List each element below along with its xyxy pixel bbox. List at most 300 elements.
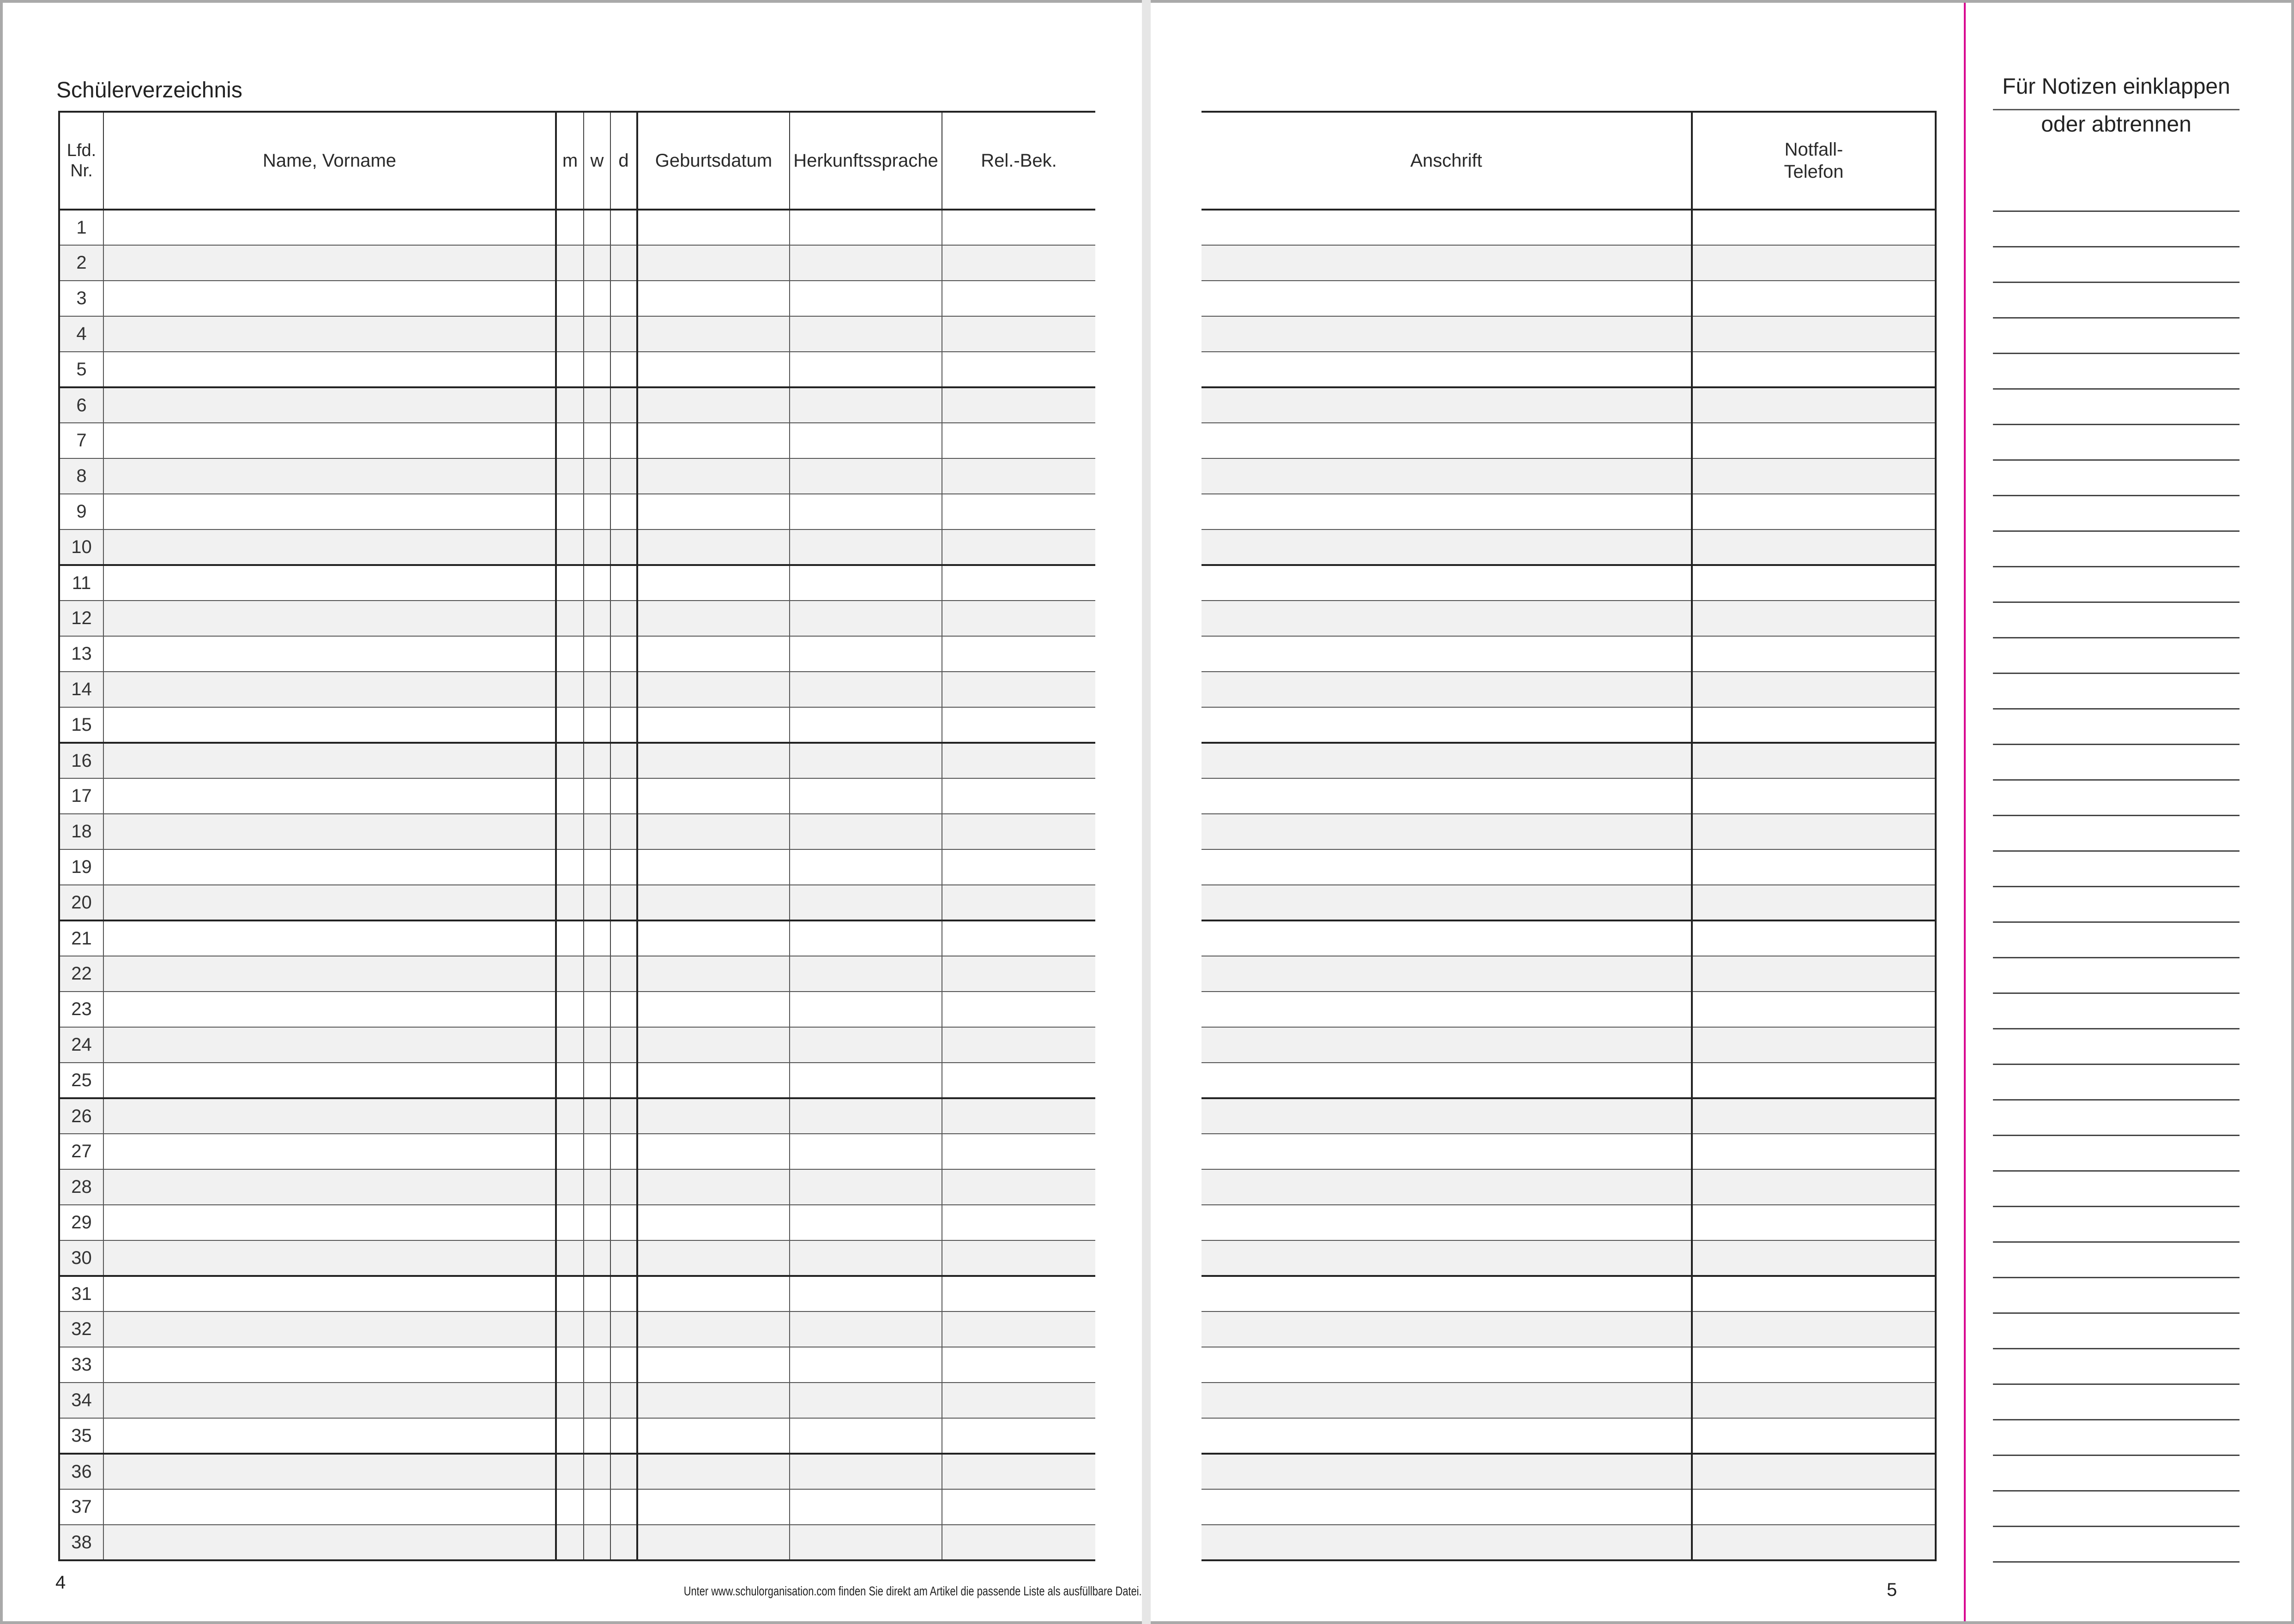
- emergency-phone-cell[interactable]: [1692, 1063, 1936, 1098]
- address-cell[interactable]: [1201, 1063, 1692, 1098]
- birthdate-cell[interactable]: [637, 1454, 790, 1489]
- gender-w-cell[interactable]: [584, 1489, 610, 1525]
- gender-w-cell[interactable]: [584, 1205, 610, 1240]
- origin-language-cell[interactable]: [790, 1525, 942, 1560]
- address-cell[interactable]: [1201, 1205, 1692, 1240]
- origin-language-cell[interactable]: [790, 707, 942, 743]
- religion-cell[interactable]: [942, 707, 1095, 743]
- origin-language-cell[interactable]: [790, 992, 942, 1027]
- origin-language-cell[interactable]: [790, 956, 942, 992]
- address-cell[interactable]: [1201, 1418, 1692, 1454]
- gender-w-cell[interactable]: [584, 423, 610, 458]
- emergency-phone-cell[interactable]: [1692, 1027, 1936, 1063]
- emergency-phone-cell[interactable]: [1692, 565, 1936, 601]
- birthdate-cell[interactable]: [637, 458, 790, 494]
- address-cell[interactable]: [1201, 1383, 1692, 1418]
- gender-d-cell[interactable]: [610, 778, 637, 814]
- birthdate-cell[interactable]: [637, 743, 790, 778]
- origin-language-cell[interactable]: [790, 1205, 942, 1240]
- birthdate-cell[interactable]: [637, 707, 790, 743]
- gender-d-cell[interactable]: [610, 458, 637, 494]
- religion-cell[interactable]: [942, 1454, 1095, 1489]
- emergency-phone-cell[interactable]: [1692, 743, 1936, 778]
- gender-d-cell[interactable]: [610, 1027, 637, 1063]
- religion-cell[interactable]: [942, 992, 1095, 1027]
- address-cell[interactable]: [1201, 849, 1692, 885]
- gender-d-cell[interactable]: [610, 707, 637, 743]
- gender-w-cell[interactable]: [584, 1240, 610, 1276]
- gender-w-cell[interactable]: [584, 956, 610, 992]
- name-cell[interactable]: [103, 636, 556, 672]
- emergency-phone-cell[interactable]: [1692, 636, 1936, 672]
- gender-d-cell[interactable]: [610, 1276, 637, 1311]
- name-cell[interactable]: [103, 956, 556, 992]
- gender-w-cell[interactable]: [584, 636, 610, 672]
- name-cell[interactable]: [103, 245, 556, 281]
- birthdate-cell[interactable]: [637, 494, 790, 529]
- religion-cell[interactable]: [942, 1489, 1095, 1525]
- gender-m-cell[interactable]: [556, 1489, 584, 1525]
- origin-language-cell[interactable]: [790, 743, 942, 778]
- gender-d-cell[interactable]: [610, 281, 637, 316]
- address-cell[interactable]: [1201, 316, 1692, 352]
- religion-cell[interactable]: [942, 529, 1095, 565]
- birthdate-cell[interactable]: [637, 1134, 790, 1169]
- gender-m-cell[interactable]: [556, 920, 584, 956]
- gender-w-cell[interactable]: [584, 245, 610, 281]
- religion-cell[interactable]: [942, 814, 1095, 849]
- religion-cell[interactable]: [942, 743, 1095, 778]
- gender-w-cell[interactable]: [584, 778, 610, 814]
- emergency-phone-cell[interactable]: [1692, 849, 1936, 885]
- address-cell[interactable]: [1201, 778, 1692, 814]
- birthdate-cell[interactable]: [637, 1240, 790, 1276]
- name-cell[interactable]: [103, 1347, 556, 1383]
- gender-m-cell[interactable]: [556, 1276, 584, 1311]
- religion-cell[interactable]: [942, 387, 1095, 423]
- birthdate-cell[interactable]: [637, 1027, 790, 1063]
- gender-w-cell[interactable]: [584, 529, 610, 565]
- origin-language-cell[interactable]: [790, 1098, 942, 1134]
- gender-m-cell[interactable]: [556, 885, 584, 920]
- name-cell[interactable]: [103, 1418, 556, 1454]
- gender-m-cell[interactable]: [556, 1027, 584, 1063]
- address-cell[interactable]: [1201, 423, 1692, 458]
- emergency-phone-cell[interactable]: [1692, 1347, 1936, 1383]
- address-cell[interactable]: [1201, 601, 1692, 636]
- emergency-phone-cell[interactable]: [1692, 1383, 1936, 1418]
- gender-m-cell[interactable]: [556, 1347, 584, 1383]
- birthdate-cell[interactable]: [637, 1525, 790, 1560]
- gender-m-cell[interactable]: [556, 245, 584, 281]
- gender-d-cell[interactable]: [610, 1418, 637, 1454]
- name-cell[interactable]: [103, 1134, 556, 1169]
- emergency-phone-cell[interactable]: [1692, 672, 1936, 707]
- emergency-phone-cell[interactable]: [1692, 458, 1936, 494]
- origin-language-cell[interactable]: [790, 423, 942, 458]
- emergency-phone-cell[interactable]: [1692, 281, 1936, 316]
- birthdate-cell[interactable]: [637, 529, 790, 565]
- birthdate-cell[interactable]: [637, 672, 790, 707]
- address-cell[interactable]: [1201, 992, 1692, 1027]
- gender-w-cell[interactable]: [584, 458, 610, 494]
- address-cell[interactable]: [1201, 352, 1692, 387]
- address-cell[interactable]: [1201, 245, 1692, 281]
- gender-m-cell[interactable]: [556, 352, 584, 387]
- emergency-phone-cell[interactable]: [1692, 707, 1936, 743]
- gender-m-cell[interactable]: [556, 956, 584, 992]
- gender-w-cell[interactable]: [584, 281, 610, 316]
- gender-w-cell[interactable]: [584, 885, 610, 920]
- origin-language-cell[interactable]: [790, 458, 942, 494]
- name-cell[interactable]: [103, 1311, 556, 1347]
- birthdate-cell[interactable]: [637, 849, 790, 885]
- birthdate-cell[interactable]: [637, 920, 790, 956]
- gender-m-cell[interactable]: [556, 1205, 584, 1240]
- gender-d-cell[interactable]: [610, 814, 637, 849]
- gender-m-cell[interactable]: [556, 1454, 584, 1489]
- address-cell[interactable]: [1201, 1347, 1692, 1383]
- origin-language-cell[interactable]: [790, 1134, 942, 1169]
- gender-w-cell[interactable]: [584, 672, 610, 707]
- gender-m-cell[interactable]: [556, 529, 584, 565]
- emergency-phone-cell[interactable]: [1692, 1525, 1936, 1560]
- origin-language-cell[interactable]: [790, 1276, 942, 1311]
- name-cell[interactable]: [103, 1098, 556, 1134]
- gender-m-cell[interactable]: [556, 494, 584, 529]
- name-cell[interactable]: [103, 1205, 556, 1240]
- gender-d-cell[interactable]: [610, 849, 637, 885]
- religion-cell[interactable]: [942, 1347, 1095, 1383]
- gender-m-cell[interactable]: [556, 1418, 584, 1454]
- gender-m-cell[interactable]: [556, 672, 584, 707]
- religion-cell[interactable]: [942, 1098, 1095, 1134]
- gender-d-cell[interactable]: [610, 956, 637, 992]
- origin-language-cell[interactable]: [790, 1489, 942, 1525]
- gender-m-cell[interactable]: [556, 1525, 584, 1560]
- origin-language-cell[interactable]: [790, 494, 942, 529]
- name-cell[interactable]: [103, 387, 556, 423]
- name-cell[interactable]: [103, 1489, 556, 1525]
- address-cell[interactable]: [1201, 1489, 1692, 1525]
- name-cell[interactable]: [103, 1240, 556, 1276]
- birthdate-cell[interactable]: [637, 992, 790, 1027]
- gender-m-cell[interactable]: [556, 210, 584, 245]
- name-cell[interactable]: [103, 1063, 556, 1098]
- gender-m-cell[interactable]: [556, 601, 584, 636]
- gender-w-cell[interactable]: [584, 1063, 610, 1098]
- gender-m-cell[interactable]: [556, 565, 584, 601]
- gender-d-cell[interactable]: [610, 423, 637, 458]
- gender-m-cell[interactable]: [556, 1098, 584, 1134]
- birthdate-cell[interactable]: [637, 814, 790, 849]
- origin-language-cell[interactable]: [790, 245, 942, 281]
- gender-d-cell[interactable]: [610, 1240, 637, 1276]
- emergency-phone-cell[interactable]: [1692, 956, 1936, 992]
- gender-m-cell[interactable]: [556, 849, 584, 885]
- emergency-phone-cell[interactable]: [1692, 245, 1936, 281]
- origin-language-cell[interactable]: [790, 849, 942, 885]
- gender-d-cell[interactable]: [610, 1454, 637, 1489]
- gender-d-cell[interactable]: [610, 1063, 637, 1098]
- emergency-phone-cell[interactable]: [1692, 1098, 1936, 1134]
- gender-d-cell[interactable]: [610, 636, 637, 672]
- birthdate-cell[interactable]: [637, 565, 790, 601]
- origin-language-cell[interactable]: [790, 1347, 942, 1383]
- origin-language-cell[interactable]: [790, 352, 942, 387]
- origin-language-cell[interactable]: [790, 1240, 942, 1276]
- origin-language-cell[interactable]: [790, 1169, 942, 1205]
- gender-w-cell[interactable]: [584, 1383, 610, 1418]
- address-cell[interactable]: [1201, 885, 1692, 920]
- gender-w-cell[interactable]: [584, 849, 610, 885]
- religion-cell[interactable]: [942, 494, 1095, 529]
- birthdate-cell[interactable]: [637, 1347, 790, 1383]
- address-cell[interactable]: [1201, 1525, 1692, 1560]
- name-cell[interactable]: [103, 601, 556, 636]
- religion-cell[interactable]: [942, 565, 1095, 601]
- religion-cell[interactable]: [942, 1525, 1095, 1560]
- origin-language-cell[interactable]: [790, 1418, 942, 1454]
- name-cell[interactable]: [103, 920, 556, 956]
- origin-language-cell[interactable]: [790, 672, 942, 707]
- gender-d-cell[interactable]: [610, 672, 637, 707]
- name-cell[interactable]: [103, 352, 556, 387]
- name-cell[interactable]: [103, 210, 556, 245]
- gender-w-cell[interactable]: [584, 352, 610, 387]
- gender-m-cell[interactable]: [556, 1169, 584, 1205]
- origin-language-cell[interactable]: [790, 387, 942, 423]
- name-cell[interactable]: [103, 707, 556, 743]
- gender-w-cell[interactable]: [584, 743, 610, 778]
- gender-m-cell[interactable]: [556, 458, 584, 494]
- religion-cell[interactable]: [942, 778, 1095, 814]
- gender-w-cell[interactable]: [584, 494, 610, 529]
- emergency-phone-cell[interactable]: [1692, 1454, 1936, 1489]
- gender-d-cell[interactable]: [610, 601, 637, 636]
- origin-language-cell[interactable]: [790, 281, 942, 316]
- gender-w-cell[interactable]: [584, 1027, 610, 1063]
- emergency-phone-cell[interactable]: [1692, 387, 1936, 423]
- emergency-phone-cell[interactable]: [1692, 1169, 1936, 1205]
- gender-w-cell[interactable]: [584, 707, 610, 743]
- name-cell[interactable]: [103, 992, 556, 1027]
- gender-d-cell[interactable]: [610, 1205, 637, 1240]
- emergency-phone-cell[interactable]: [1692, 316, 1936, 352]
- gender-m-cell[interactable]: [556, 1134, 584, 1169]
- emergency-phone-cell[interactable]: [1692, 1240, 1936, 1276]
- address-cell[interactable]: [1201, 458, 1692, 494]
- gender-w-cell[interactable]: [584, 601, 610, 636]
- address-cell[interactable]: [1201, 565, 1692, 601]
- origin-language-cell[interactable]: [790, 814, 942, 849]
- address-cell[interactable]: [1201, 743, 1692, 778]
- origin-language-cell[interactable]: [790, 1027, 942, 1063]
- name-cell[interactable]: [103, 814, 556, 849]
- gender-d-cell[interactable]: [610, 992, 637, 1027]
- gender-d-cell[interactable]: [610, 1169, 637, 1205]
- name-cell[interactable]: [103, 281, 556, 316]
- name-cell[interactable]: [103, 529, 556, 565]
- origin-language-cell[interactable]: [790, 778, 942, 814]
- gender-d-cell[interactable]: [610, 1134, 637, 1169]
- address-cell[interactable]: [1201, 210, 1692, 245]
- emergency-phone-cell[interactable]: [1692, 920, 1936, 956]
- address-cell[interactable]: [1201, 672, 1692, 707]
- religion-cell[interactable]: [942, 920, 1095, 956]
- emergency-phone-cell[interactable]: [1692, 1134, 1936, 1169]
- name-cell[interactable]: [103, 1276, 556, 1311]
- gender-m-cell[interactable]: [556, 1311, 584, 1347]
- gender-d-cell[interactable]: [610, 920, 637, 956]
- birthdate-cell[interactable]: [637, 778, 790, 814]
- birthdate-cell[interactable]: [637, 1418, 790, 1454]
- name-cell[interactable]: [103, 778, 556, 814]
- gender-w-cell[interactable]: [584, 814, 610, 849]
- birthdate-cell[interactable]: [637, 281, 790, 316]
- gender-w-cell[interactable]: [584, 1525, 610, 1560]
- religion-cell[interactable]: [942, 849, 1095, 885]
- religion-cell[interactable]: [942, 1383, 1095, 1418]
- emergency-phone-cell[interactable]: [1692, 210, 1936, 245]
- gender-d-cell[interactable]: [610, 565, 637, 601]
- origin-language-cell[interactable]: [790, 636, 942, 672]
- origin-language-cell[interactable]: [790, 1063, 942, 1098]
- origin-language-cell[interactable]: [790, 885, 942, 920]
- emergency-phone-cell[interactable]: [1692, 992, 1936, 1027]
- name-cell[interactable]: [103, 1169, 556, 1205]
- emergency-phone-cell[interactable]: [1692, 529, 1936, 565]
- gender-d-cell[interactable]: [610, 885, 637, 920]
- emergency-phone-cell[interactable]: [1692, 814, 1936, 849]
- origin-language-cell[interactable]: [790, 1383, 942, 1418]
- emergency-phone-cell[interactable]: [1692, 1205, 1936, 1240]
- birthdate-cell[interactable]: [637, 636, 790, 672]
- religion-cell[interactable]: [942, 316, 1095, 352]
- address-cell[interactable]: [1201, 636, 1692, 672]
- origin-language-cell[interactable]: [790, 565, 942, 601]
- religion-cell[interactable]: [942, 281, 1095, 316]
- gender-d-cell[interactable]: [610, 1383, 637, 1418]
- religion-cell[interactable]: [942, 1205, 1095, 1240]
- gender-d-cell[interactable]: [610, 1347, 637, 1383]
- name-cell[interactable]: [103, 672, 556, 707]
- origin-language-cell[interactable]: [790, 316, 942, 352]
- religion-cell[interactable]: [942, 1311, 1095, 1347]
- address-cell[interactable]: [1201, 387, 1692, 423]
- religion-cell[interactable]: [942, 1063, 1095, 1098]
- gender-m-cell[interactable]: [556, 1383, 584, 1418]
- name-cell[interactable]: [103, 885, 556, 920]
- name-cell[interactable]: [103, 458, 556, 494]
- gender-m-cell[interactable]: [556, 316, 584, 352]
- gender-w-cell[interactable]: [584, 1418, 610, 1454]
- origin-language-cell[interactable]: [790, 210, 942, 245]
- birthdate-cell[interactable]: [637, 352, 790, 387]
- address-cell[interactable]: [1201, 1027, 1692, 1063]
- gender-w-cell[interactable]: [584, 1098, 610, 1134]
- emergency-phone-cell[interactable]: [1692, 1418, 1936, 1454]
- religion-cell[interactable]: [942, 245, 1095, 281]
- origin-language-cell[interactable]: [790, 529, 942, 565]
- address-cell[interactable]: [1201, 529, 1692, 565]
- gender-m-cell[interactable]: [556, 778, 584, 814]
- birthdate-cell[interactable]: [637, 1276, 790, 1311]
- birthdate-cell[interactable]: [637, 885, 790, 920]
- religion-cell[interactable]: [942, 1169, 1095, 1205]
- gender-m-cell[interactable]: [556, 636, 584, 672]
- name-cell[interactable]: [103, 743, 556, 778]
- religion-cell[interactable]: [942, 1418, 1095, 1454]
- gender-w-cell[interactable]: [584, 565, 610, 601]
- gender-m-cell[interactable]: [556, 1063, 584, 1098]
- gender-d-cell[interactable]: [610, 316, 637, 352]
- gender-w-cell[interactable]: [584, 1169, 610, 1205]
- birthdate-cell[interactable]: [637, 1311, 790, 1347]
- name-cell[interactable]: [103, 494, 556, 529]
- gender-d-cell[interactable]: [610, 387, 637, 423]
- emergency-phone-cell[interactable]: [1692, 601, 1936, 636]
- birthdate-cell[interactable]: [637, 210, 790, 245]
- address-cell[interactable]: [1201, 956, 1692, 992]
- gender-m-cell[interactable]: [556, 707, 584, 743]
- gender-d-cell[interactable]: [610, 1098, 637, 1134]
- gender-w-cell[interactable]: [584, 1454, 610, 1489]
- gender-w-cell[interactable]: [584, 1347, 610, 1383]
- birthdate-cell[interactable]: [637, 1169, 790, 1205]
- name-cell[interactable]: [103, 423, 556, 458]
- gender-m-cell[interactable]: [556, 281, 584, 316]
- gender-m-cell[interactable]: [556, 423, 584, 458]
- name-cell[interactable]: [103, 565, 556, 601]
- birthdate-cell[interactable]: [637, 601, 790, 636]
- name-cell[interactable]: [103, 1027, 556, 1063]
- gender-m-cell[interactable]: [556, 387, 584, 423]
- religion-cell[interactable]: [942, 636, 1095, 672]
- birthdate-cell[interactable]: [637, 245, 790, 281]
- address-cell[interactable]: [1201, 1169, 1692, 1205]
- address-cell[interactable]: [1201, 1311, 1692, 1347]
- gender-w-cell[interactable]: [584, 920, 610, 956]
- religion-cell[interactable]: [942, 210, 1095, 245]
- religion-cell[interactable]: [942, 672, 1095, 707]
- birthdate-cell[interactable]: [637, 956, 790, 992]
- religion-cell[interactable]: [942, 458, 1095, 494]
- birthdate-cell[interactable]: [637, 1205, 790, 1240]
- address-cell[interactable]: [1201, 814, 1692, 849]
- religion-cell[interactable]: [942, 1027, 1095, 1063]
- name-cell[interactable]: [103, 1383, 556, 1418]
- gender-w-cell[interactable]: [584, 1134, 610, 1169]
- religion-cell[interactable]: [942, 956, 1095, 992]
- gender-w-cell[interactable]: [584, 1311, 610, 1347]
- gender-d-cell[interactable]: [610, 1489, 637, 1525]
- gender-d-cell[interactable]: [610, 494, 637, 529]
- emergency-phone-cell[interactable]: [1692, 1489, 1936, 1525]
- gender-d-cell[interactable]: [610, 210, 637, 245]
- gender-m-cell[interactable]: [556, 743, 584, 778]
- gender-w-cell[interactable]: [584, 992, 610, 1027]
- gender-d-cell[interactable]: [610, 529, 637, 565]
- address-cell[interactable]: [1201, 1240, 1692, 1276]
- address-cell[interactable]: [1201, 1098, 1692, 1134]
- origin-language-cell[interactable]: [790, 1311, 942, 1347]
- gender-d-cell[interactable]: [610, 743, 637, 778]
- address-cell[interactable]: [1201, 1134, 1692, 1169]
- name-cell[interactable]: [103, 1454, 556, 1489]
- address-cell[interactable]: [1201, 1454, 1692, 1489]
- gender-d-cell[interactable]: [610, 245, 637, 281]
